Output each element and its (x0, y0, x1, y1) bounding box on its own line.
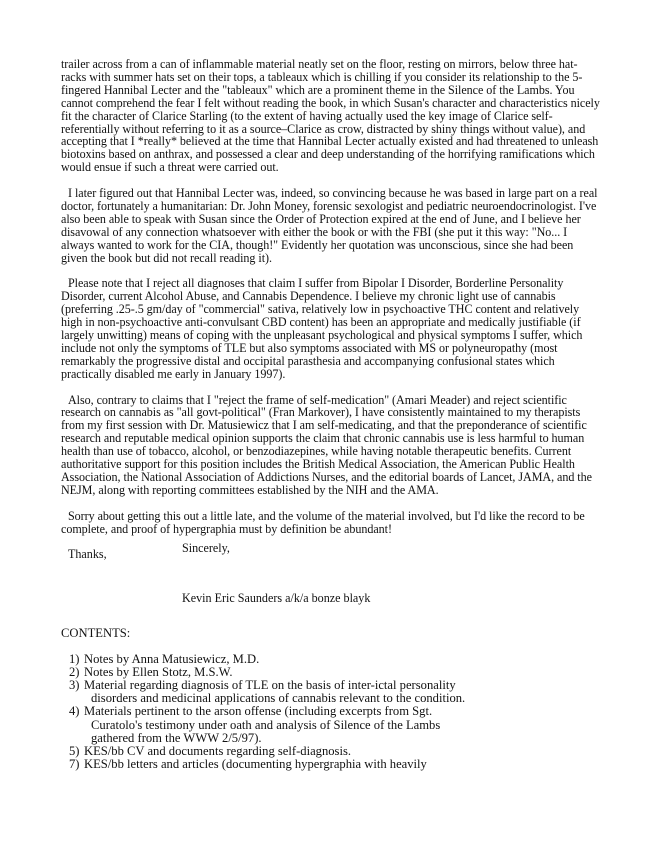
item-text: KES/bb CV and documents regarding self-diagnosis. (84, 743, 351, 758)
item-text: KES/bb letters and articles (documenting hypergraphia with heavily (84, 756, 427, 771)
signature-line: Kevin Eric Saunders a/k/a bonze blayk (182, 591, 371, 605)
paragraph-diagnoses (61, 277, 601, 380)
contents-item (69, 745, 481, 758)
item-text: Notes by Ellen Stotz, M.S.W. (84, 665, 233, 680)
paragraph-text: Please note that I reject all diagnoses that claim I suffer from Bipolar I Disorder, Borderline Personality Disorder, current Alcohol Abuse, and Cannabis Dependence. I believe my chronic light use of cannabis (preferring .25-.5 gm/day of "commercial" sativa, relatively low in psychoactive THC content and relatively high in non-psychoactive anti-convulsant CBD content) has been an appropriate and medically justifiable (if largely unwitting) means of coping with the unpleasant psychological and physical symptoms I suffer, which include not only the symptoms of TLE but also symptoms associated with MS or polyneuropathy (most remarkably the progressive distal and occipital parasthesia and accompanying confusional states which practically disabled me early in January 1997). (61, 276, 583, 381)
paragraph-self-medication (61, 394, 601, 497)
contents-section (61, 627, 481, 771)
item-number: 4) (69, 704, 80, 719)
paragraph-hannibal-lecter (61, 187, 601, 264)
closing-line: Sincerely, (182, 541, 230, 555)
paragraph-text: Sorry about getting this out a little late, and the volume of the material involved, but I'd like the record to be complete, and proof of hypergraphia must by definition be abundant! (61, 508, 585, 536)
letter-body (61, 58, 601, 561)
contents-title: CONTENTS: (61, 626, 131, 640)
contents-list (61, 653, 481, 771)
contents-item (69, 758, 481, 771)
item-number: 7) (69, 756, 80, 771)
contents-item (69, 679, 481, 705)
item-number: 1) (69, 652, 80, 667)
item-text: Materials pertinent to the arson offense (including excerpts from Sgt. Curatolo's testimony under oath and analysis of Silence of the Lambs gathered from the WWW 2/5/97). (84, 704, 441, 745)
item-number: 5) (69, 743, 80, 758)
item-number: 2) (69, 665, 80, 680)
item-text: Notes by Anna Matusiewicz, M.D. (84, 652, 260, 667)
thanks-line: Thanks, (68, 547, 107, 562)
paragraph-text: Also, contrary to claims that I "reject the frame of self-medication" (Amari Meader) and reject scientific research on cannabis as "all govt-political" (Fran Markover), I have consistently maintained to my therapists from my first session with Dr. Matusiewicz that I am self-medicating, and that the preponderance of scientific research and reputable medical opinion supports the claim that chronic cannabis use is less harmful to human health than use of tobacco, alcohol, or benzodiazepines, while having notable therapeutic benefits. Current authoritative support for this position includes the British Medical Association, the American Public Health Association, the National Association of Addictions Nurses, and the editorial boards of Lancet, JAMA, and the NEJM, along with reporting committees established by the NIH and the AMA. (61, 392, 592, 497)
paragraph-continued: trailer across from a can of inflammable material neatly set on the floor, resting on mirrors, below three hat-racks with summer hats set on their tops, a tableaux which is chilling if you consider its relationship to the 5-fingered Hannibal Lecter and the "tableaux" which are a prominent theme in the Silence of the Lambs. You cannot comprehend the fear I felt without reading the book, in which Susan's character and characteristics nicely fit the character of Clarice Starling (to the extent of having actually used the key image of Clarice self-referentially without referring to it as a source–Clarice as crow, distracted by shiny things without value), and accepting that I *really* believed at the time that Hannibal Lecter actually existed and had threatened to unleash biotoxins based on anthrax, and possessed a clear and deep understanding of the horrifying ramifications which would ensue if such a threat were carried out. (61, 57, 600, 175)
paragraph-text: I later figured out that Hannibal Lecter was, indeed, so convincing because he was based in large part on a real doctor, fortunately a humanitarian: Dr. John Money, forensic sexologist and pediatric neuroendocrinologist. I've also been able to speak with Susan since the Order of Protection expired at the end of June, and I believe her disavowal of any connection whatsoever with either the book or with the FBI (she put it this way: "No... I always wanted to work for the CIA, though!" Evidently her quotation was unconscious, since she had been given the book but did not recall reading it). (61, 186, 598, 265)
paragraph-apology (61, 510, 601, 536)
item-number: 3) (69, 678, 80, 693)
contents-item (69, 705, 481, 744)
item-text: Material regarding diagnosis of TLE on the basis of inter-ictal personality disorders and medicinal applications of cannabis relevant to the condition. (84, 678, 466, 706)
